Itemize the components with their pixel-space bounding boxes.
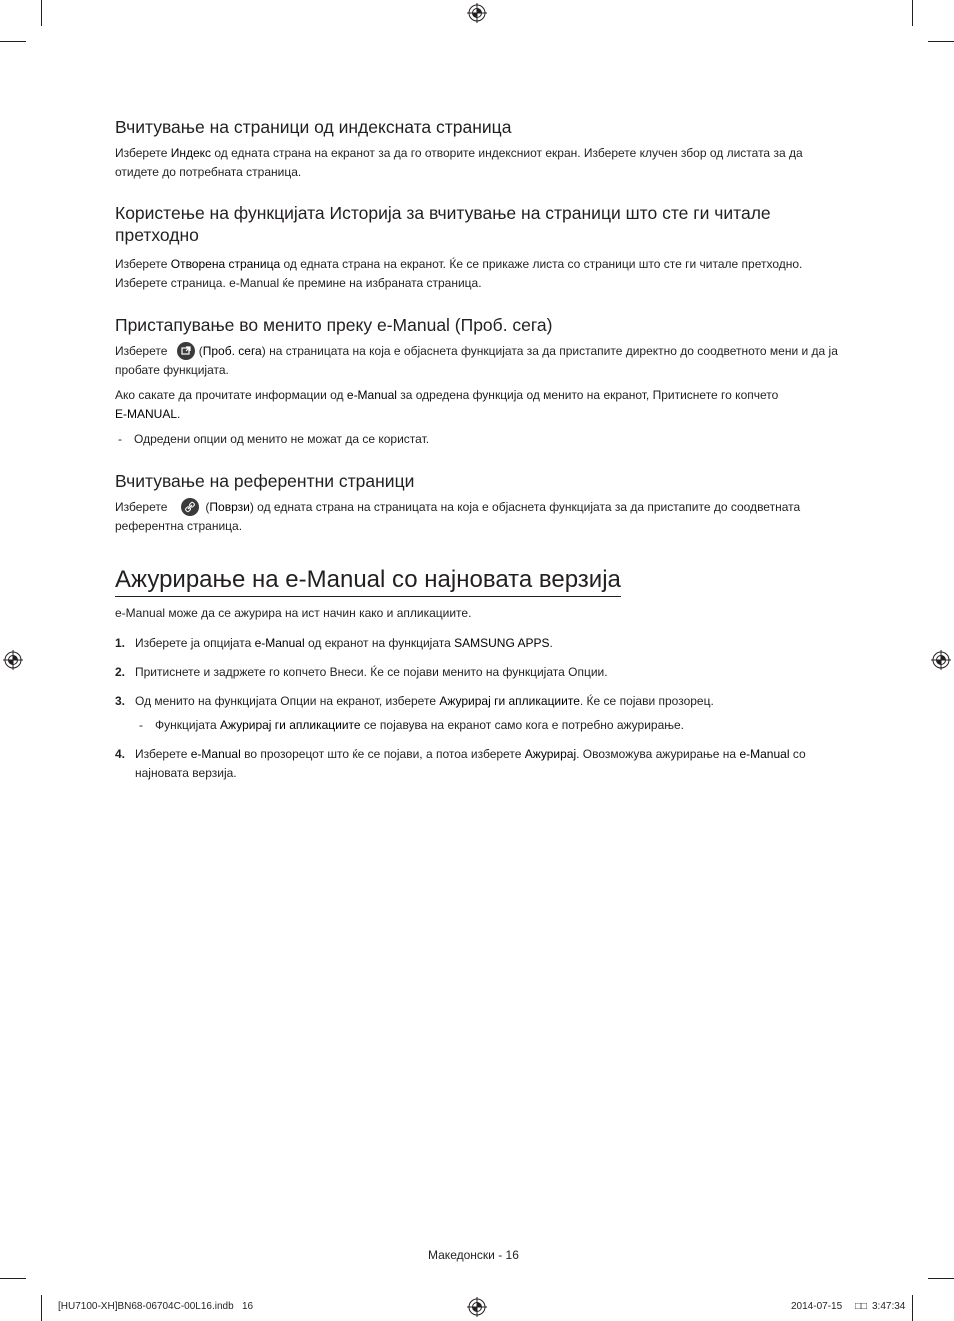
crop-mark (912, 1295, 913, 1321)
link-icon (181, 498, 199, 516)
ui-term: Отворена страница (170, 257, 281, 271)
registration-mark-icon (467, 1297, 487, 1317)
ui-term: e-Manual (739, 747, 790, 761)
step-text: Изберете e-Manual во прозорецот што ќе се појави, а потоа изберете Ажурирај. Овозможува ажурирање на e-Manual со најновата верзија. (135, 747, 806, 780)
registration-mark-icon (467, 3, 487, 23)
ui-term: SAMSUNG APPS (454, 636, 550, 650)
registration-mark-icon (3, 650, 23, 670)
step-number: 4. (115, 747, 126, 761)
print-time: 3:47:34 (872, 1301, 906, 1312)
registration-mark-icon (931, 650, 951, 670)
main-title: Ажурирање на e-Manual со најновата верзија (115, 565, 621, 597)
step-number: 1. (115, 636, 126, 650)
crop-mark (912, 0, 913, 26)
section-heading: Користење на функцијата Историја за вчитување на страници што сте ги читале претходно (115, 203, 771, 245)
section-paragraph: Изберете (Поврзи) од едната страна на страницата на која е објаснета функцијата за да пристапите до соодветната референтна страница. (115, 498, 840, 536)
print-date: 2014-07-15 (791, 1301, 843, 1312)
section-paragraph: Ако сакате да прочитате информации од e-Manual за одредена функција од менито на екранот, Притиснете го копчето E-MANUAL. (115, 388, 779, 421)
crop-mark (0, 1278, 26, 1279)
note-dash: - (139, 718, 143, 732)
section-heading: Пристапување во менито преку e-Manual (Проб. сега) (115, 315, 553, 335)
button-name: E-MANUAL (115, 407, 178, 421)
crop-mark (928, 1278, 954, 1279)
ui-term: Ажурирај ги апликациите (439, 694, 580, 708)
ui-term: e-Manual (190, 747, 241, 761)
ui-term: Индекс (170, 146, 212, 160)
ui-term: Поврзи (209, 500, 250, 514)
crop-mark (928, 41, 954, 42)
crop-mark (0, 41, 26, 42)
section-paragraph: Изберете Отворена страница од едната страна на екранот. Ќе се прикаже листа со страници што сте ги читале претходно. Изберете страница. e-Manual ќе премине на избраната страница. (115, 257, 803, 290)
page-number: Македонски - 16 (428, 1248, 519, 1262)
ui-term: Ажурирај ги апликациите (220, 718, 361, 732)
step-text: Од менито на функцијата Опции на екранот, изберете Ажурирај ги апликациите. Ќе се појави прозорец. (135, 694, 714, 708)
print-boxes: □□ (855, 1301, 868, 1312)
step-text: Изберете ја опцијата e-Manual од екранот на функцијата SAMSUNG APPS. (135, 636, 553, 650)
step-number: 3. (115, 694, 126, 708)
note-dash: - (118, 432, 122, 446)
ui-term: e-Manual (346, 388, 397, 402)
ui-term: e-Manual (254, 636, 305, 650)
try-now-icon (177, 342, 195, 360)
ui-term: Проб. сега (202, 344, 262, 358)
file-info: [HU7100-XH]BN68-06704C-00L16.indb 16 (58, 1301, 254, 1312)
crop-mark (41, 1295, 42, 1321)
crop-mark (41, 0, 42, 26)
step-text: Притиснете и задржете го копчето Внеси. Ќе се појави менито на функцијата Опции. (135, 665, 608, 679)
note-text: Функцијата Ажурирај ги апликациите се појавува на екранот само кога е потребно ажурирање. (155, 718, 685, 732)
intro-paragraph: e-Manual може да се ажурира на ист начин како и апликациите. (115, 606, 472, 620)
section-heading: Вчитување на референтни страници (115, 471, 415, 491)
step-number: 2. (115, 665, 126, 679)
ui-term: Ажурирај (524, 747, 577, 761)
section-heading: Вчитување на страници од индексната страница (115, 117, 512, 137)
section-paragraph: Изберете Индекс од едната страна на екранот за да го отворите индексниот екран. Изберете клучен збор од листата за да отидете до потребната страница. (115, 146, 803, 179)
note-text: Одредени опции од менито не можат да се користат. (134, 432, 430, 446)
section-paragraph: Изберете (Проб. сега) на страницата на која е објаснета функцијата за да пристапите директно до соодветното мени и да ја пробате функцијата. (115, 342, 840, 380)
